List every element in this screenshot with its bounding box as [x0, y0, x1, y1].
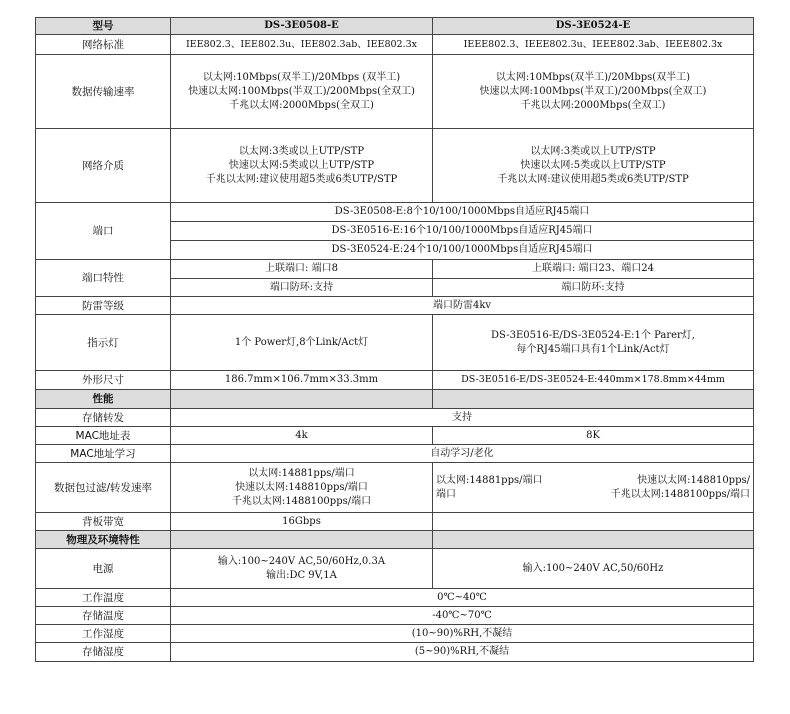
packet-rate-b-split	[436, 474, 750, 502]
backplane-b	[433, 513, 754, 531]
store-forward-label: 存储转发	[36, 409, 171, 427]
mac-learning-label: MAC地址学习	[36, 445, 171, 463]
model-a: DS-3E0508-E	[171, 18, 433, 35]
indicator-b-line: DS-3E0516-E/DS-3E0524-E:1个 Parer灯,	[491, 329, 695, 341]
ports-row: DS-3E0508-E:8个10/100/1000Mbps自适应RJ45端口	[171, 203, 754, 222]
dimensions-b: DS-3E0516-E/DS-3E0524-E:440mm×178.8mm×44mm	[433, 371, 754, 390]
loop-b: 端口防环:支持	[433, 279, 754, 297]
packet-rate-a-line: 快速以太网:148810pps/端口	[235, 481, 368, 493]
medium-b-line: 千兆以太网:建议使用超5类或6类UTP/STP	[497, 173, 689, 185]
power-b: 输入:100~240V AC,50/60Hz	[433, 549, 754, 589]
packet-rate-b-line: 快速以太网:148810pps/	[637, 474, 750, 486]
table-row	[36, 129, 754, 203]
store-temp-value: -40℃~70℃	[171, 607, 754, 625]
packet-rate-b-line: 端口	[436, 488, 456, 500]
power-a-line: 输出:DC 9V,1A	[266, 569, 337, 581]
uplink-b: 上联端口: 端口23、端口24	[433, 260, 754, 279]
store-humidity-value: (5~90)%RH,不凝结	[171, 643, 754, 662]
backplane-label: 背板带宽	[36, 513, 171, 531]
indicator-b	[433, 315, 754, 371]
mac-learning-value: 自动学习/老化	[171, 445, 754, 463]
transfer-rate-b-line: 快速以太网:100Mbps(半双工)/200Mbps(全双工)	[479, 85, 707, 97]
network-standard-label: 网络标准	[36, 35, 171, 55]
table-row	[36, 607, 754, 625]
spec-table	[35, 17, 754, 662]
table-row	[36, 531, 754, 549]
indicator-label: 指示灯	[36, 315, 171, 371]
medium-b-line: 快速以太网:5类或以上UTP/STP	[520, 159, 666, 171]
table-row	[36, 390, 754, 409]
model-b: DS-3E0524-E	[433, 18, 754, 35]
network-standard-b: IEEE802.3、IEEE802.3u、IEEE802.3ab、IEEE802.3x	[433, 35, 754, 55]
packet-rate-b-left	[436, 474, 542, 502]
backplane-a: 16Gbps	[171, 513, 433, 531]
table-row	[36, 589, 754, 607]
mac-table-a: 4k	[171, 427, 433, 445]
mac-table-label: MAC地址表	[36, 427, 171, 445]
transfer-rate-a-line: 快速以太网:100Mbps(半双工)/200Mbps(全双工)	[188, 85, 415, 97]
transfer-rate-b-line: 千兆以太网:2000Mbps(全双工)	[520, 99, 666, 111]
table-row	[36, 625, 754, 643]
table-row	[36, 427, 754, 445]
section-fill	[433, 531, 754, 549]
dimensions-label: 外形尺寸	[36, 371, 171, 390]
transfer-rate-b-line: 以太网:10Mbps(双半工)/20Mbps(双半工)	[495, 71, 691, 83]
table-row	[36, 35, 754, 55]
medium-b	[433, 129, 754, 203]
medium-a-line: 千兆以太网:建议使用超5类或6类UTP/STP	[205, 173, 398, 185]
power-label: 电源	[36, 549, 171, 589]
port-features-label: 端口特性	[36, 260, 171, 297]
uplink-a: 上联端口: 端口8	[171, 260, 433, 279]
section-fill	[171, 390, 433, 409]
section-physical: 物理及环境特性	[36, 531, 171, 549]
dimensions-a: 186.7mm×106.7mm×33.3mm	[171, 371, 433, 390]
indicator-a: 1个 Power灯,8个Link/Act灯	[171, 315, 433, 371]
table-row	[36, 409, 754, 427]
table-row	[36, 643, 754, 662]
table-row	[36, 203, 754, 222]
loop-a: 端口防环:支持	[171, 279, 433, 297]
packet-rate-a	[171, 463, 433, 513]
work-humidity-value: (10~90)%RH,不凝结	[171, 625, 754, 643]
surge-value: 端口防雷4kv	[171, 297, 754, 315]
packet-rate-b-right	[611, 474, 750, 502]
table-row	[36, 297, 754, 315]
section-fill	[433, 390, 754, 409]
store-temp-label: 存储温度	[36, 607, 171, 625]
medium-a-line: 快速以太网:5类或以上UTP/STP	[228, 159, 375, 171]
store-forward-value: 支持	[171, 409, 754, 427]
transfer-rate-a-line: 千兆以太网:2000Mbps(全双工)	[229, 99, 374, 111]
power-a-line: 输入:100~240V AC,50/60Hz,0.3A	[217, 555, 386, 567]
work-temp-label: 工作温度	[36, 589, 171, 607]
packet-rate-label: 数据包过滤/转发速率	[36, 463, 171, 513]
model-label: 型号	[36, 18, 171, 35]
packet-rate-b-line: 千兆以太网:1488100pps/端口	[610, 488, 750, 500]
work-temp-value: 0℃~40℃	[171, 589, 754, 607]
indicator-b-line: 每个RJ45端口具有1个Link/Act灯	[516, 343, 670, 355]
medium-a-line: 以太网:3类或以上UTP/STP	[238, 145, 365, 157]
medium-b-line: 以太网:3类或以上UTP/STP	[530, 145, 656, 157]
ports-row: DS-3E0516-E:16个10/100/1000Mbps自适应RJ45端口	[171, 222, 754, 241]
ports-label: 端口	[36, 203, 171, 260]
table-row	[36, 513, 754, 531]
transfer-rate-label: 数据传输速率	[36, 55, 171, 129]
table-row	[36, 371, 754, 390]
packet-rate-b	[433, 463, 754, 513]
table-row	[36, 18, 754, 35]
transfer-rate-a-line: 以太网:10Mbps(双半工)/20Mbps (双半工)	[202, 71, 401, 83]
packet-rate-a-line: 以太网:14881pps/端口	[248, 467, 355, 479]
transfer-rate-a	[171, 55, 433, 129]
power-a	[171, 549, 433, 589]
packet-rate-a-line: 千兆以太网:1488100pps/端口	[231, 495, 372, 507]
table-row	[36, 463, 754, 513]
section-performance: 性能	[36, 390, 171, 409]
medium-label: 网络介质	[36, 129, 171, 203]
table-row	[36, 260, 754, 279]
table-row	[36, 549, 754, 589]
ports-row: DS-3E0524-E:24个10/100/1000Mbps自适应RJ45端口	[171, 241, 754, 260]
transfer-rate-b	[433, 55, 754, 129]
network-standard-a: IEE802.3、IEE802.3u、IEE802.3ab、IEE802.3x	[171, 35, 433, 55]
mac-table-b: 8K	[433, 427, 754, 445]
medium-a	[171, 129, 433, 203]
table-row	[36, 445, 754, 463]
table-row	[36, 315, 754, 371]
surge-label: 防雷等级	[36, 297, 171, 315]
store-humidity-label: 存储湿度	[36, 643, 171, 662]
table-row	[36, 55, 754, 129]
section-fill	[171, 531, 433, 549]
work-humidity-label: 工作湿度	[36, 625, 171, 643]
packet-rate-b-line: 以太网:14881pps/端口	[436, 474, 543, 486]
